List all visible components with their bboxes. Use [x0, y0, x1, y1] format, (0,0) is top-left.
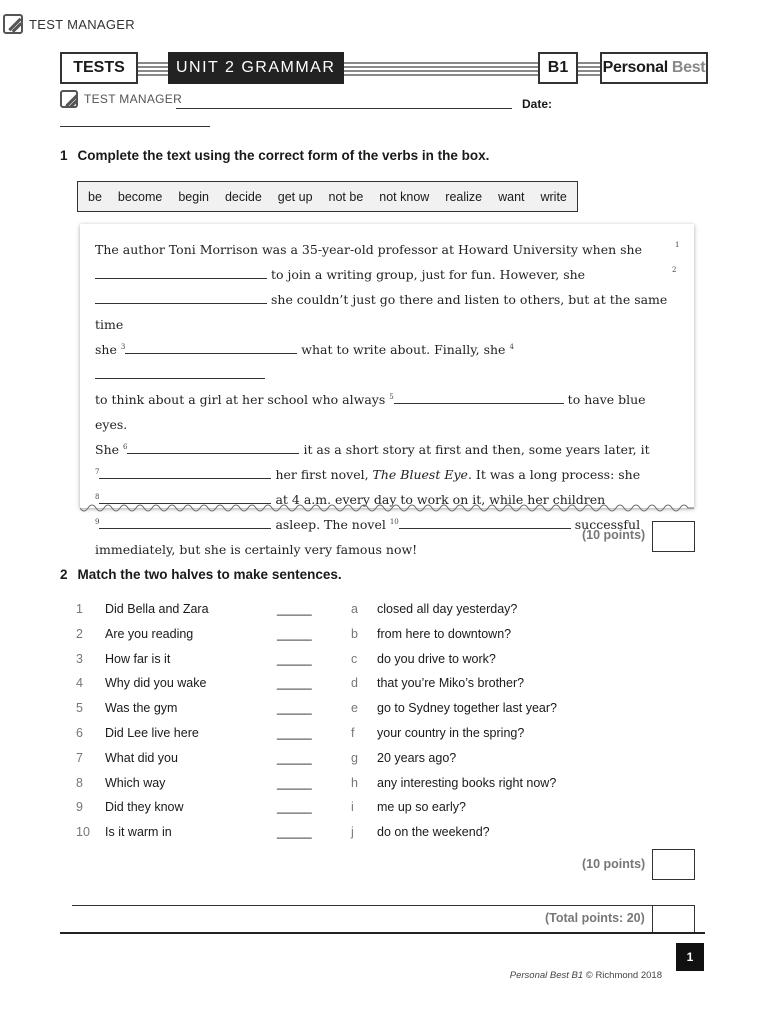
page-number: 1	[676, 943, 704, 971]
sentence-end: me up so early?	[377, 800, 466, 815]
sentence-start: Did Lee live here	[105, 726, 199, 740]
answer-gap-5[interactable]	[394, 392, 564, 404]
gap-marker-6: 6	[123, 442, 128, 451]
answer-gap-4[interactable]	[95, 367, 265, 379]
gap-marker-5: 5	[389, 392, 394, 401]
item-number: 9	[76, 800, 83, 815]
option-letter: c	[351, 651, 358, 666]
option-letter: h	[351, 775, 358, 790]
item-number: 10	[76, 825, 90, 840]
item-number: 7	[76, 750, 83, 765]
torn-edge	[80, 500, 694, 518]
total-divider	[72, 905, 694, 906]
text-line: She $^6$ it as a short story at first and then, some years later, it	[95, 442, 650, 457]
sentence-end: do on the weekend?	[377, 825, 490, 840]
verb-item: get up	[277, 189, 313, 204]
match-row	[76, 795, 616, 819]
header-band	[60, 56, 708, 82]
option-letter: f	[351, 726, 355, 740]
answer-blank[interactable]: _____	[277, 602, 312, 616]
item-number: 1	[76, 602, 83, 616]
test-manager-icon	[60, 90, 78, 108]
option-letter: g	[351, 750, 358, 765]
verb-item: write	[540, 189, 567, 204]
verb-item: begin	[178, 189, 209, 204]
q2-number: 2	[60, 567, 68, 582]
answer-blank[interactable]: _____	[277, 651, 312, 666]
answer-blank[interactable]: _____	[277, 775, 312, 790]
bottom-rule	[60, 932, 705, 934]
gap-marker-9: 9	[95, 517, 100, 526]
q1-score-box[interactable]	[652, 521, 695, 552]
sentence-end: from here to downtown?	[377, 626, 512, 641]
verb-item: realize	[445, 189, 483, 204]
item-number: 6	[76, 726, 83, 740]
logo-text: TEST MANAGER	[29, 16, 135, 32]
date-field[interactable]	[60, 126, 210, 127]
sentence-end: that you’re Miko’s brother?	[377, 676, 525, 691]
sentence-end: any interesting books right now?	[377, 775, 557, 790]
brand-personal: Personal	[602, 59, 668, 76]
item-number: 2	[76, 626, 83, 641]
answer-gap-3[interactable]	[125, 342, 297, 354]
date-label: Date:	[522, 97, 553, 111]
sentence-start: What did you	[105, 750, 178, 765]
sentence-start: Which way	[105, 775, 166, 790]
sentence-start: Did Bella and Zara	[105, 602, 209, 616]
gap-marker-2: 2	[672, 266, 677, 274]
answer-gap-9[interactable]	[99, 517, 271, 529]
text-line: $^8$ at 4 a.m. every day to work on it, while her children	[95, 492, 606, 507]
match-row	[76, 771, 616, 795]
q1-number: 1	[60, 148, 68, 163]
match-row	[76, 647, 616, 671]
q1-title	[60, 148, 489, 163]
unit-title: UNIT 2 GRAMMAR	[168, 52, 344, 84]
total-score-box[interactable]	[652, 905, 695, 934]
footer-copyright: © Richmond 2018	[583, 970, 662, 981]
verb-item: become	[117, 189, 163, 204]
option-letter: d	[351, 676, 358, 691]
answer-blank[interactable]: _____	[277, 825, 312, 840]
text-line: to think about a girl at her school who always $^5$ to have blue eyes.	[95, 392, 646, 432]
name-row-logo-text: TEST MANAGER	[84, 92, 183, 106]
option-letter: j	[351, 825, 354, 840]
text-line: immediately, but she is certainly very famous now!	[95, 542, 418, 557]
sentence-start: Was the gym	[105, 701, 178, 716]
tests-label: TESTS	[60, 52, 138, 84]
sentence-end: closed all day yesterday?	[377, 602, 518, 616]
gap-marker-7: 7	[95, 467, 100, 476]
answer-gap-2[interactable]	[95, 292, 267, 304]
q2-points: (10 points)	[582, 857, 646, 871]
item-number: 4	[76, 676, 83, 691]
gap-marker-8: 8	[95, 492, 100, 501]
answer-blank[interactable]: _____	[277, 626, 312, 641]
option-letter: b	[351, 626, 358, 641]
sentence-start: Are you reading	[105, 626, 194, 641]
match-row	[76, 746, 616, 770]
item-number: 5	[76, 701, 83, 716]
personal-best-logo	[600, 52, 708, 84]
text-line: she couldn’t just go there and listen to others, but at the same time	[95, 292, 668, 332]
sentence-end: do you drive to work?	[377, 651, 496, 666]
total-points: (Total points: 20)	[545, 911, 645, 925]
footer-credit	[480, 970, 662, 981]
match-row	[76, 622, 616, 646]
q1-instruction: Complete the text using the correct form of the verbs in the box.	[77, 148, 490, 163]
name-field[interactable]	[176, 108, 512, 109]
answer-blank[interactable]: _____	[277, 750, 312, 765]
answer-blank[interactable]: _____	[277, 800, 312, 815]
q1-points: (10 points)	[582, 528, 646, 542]
q2-title	[60, 567, 342, 582]
match-row	[76, 671, 616, 695]
option-letter: i	[351, 800, 354, 815]
book-title: The Bluest Eye	[372, 467, 468, 482]
match-row	[76, 696, 616, 720]
sentence-end: 20 years ago?	[377, 750, 457, 765]
verb-item: be	[88, 189, 102, 204]
footer-book: Personal Best B1	[509, 970, 584, 981]
item-number: 3	[76, 651, 83, 666]
answer-gap-10[interactable]	[399, 517, 571, 529]
test-manager-icon	[3, 14, 23, 34]
gap-marker-10: 10	[389, 517, 399, 526]
sentence-start: Why did you wake	[105, 676, 207, 691]
text-line: to join a writing group, just for fun. However, she	[95, 262, 673, 287]
brand-best: Best	[671, 59, 706, 76]
sentence-start: Is it warm in	[105, 825, 172, 840]
text-line: $^7$ her first novel, The Bluest Eye. It was a long process: she	[95, 467, 641, 482]
verb-item: decide	[224, 189, 262, 204]
q2-instruction: Match the two halves to make sentences.	[77, 567, 342, 582]
verb-item: not know	[379, 189, 430, 204]
name-row-logo	[60, 90, 182, 108]
verb-item: want	[498, 189, 525, 204]
answer-blank[interactable]: _____	[277, 701, 312, 716]
answer-blank[interactable]: _____	[277, 726, 312, 740]
answer-gap-7[interactable]	[99, 467, 271, 479]
item-number: 8	[76, 775, 83, 790]
option-letter: a	[351, 602, 358, 616]
sentence-start: Did they know	[105, 800, 184, 815]
verb-box	[77, 181, 578, 212]
answer-gap-1[interactable]	[95, 267, 267, 279]
gap-marker-1: 1	[675, 241, 680, 249]
text-line: The author Toni Morrison was a 35-year-old professor at Howard University when she	[95, 242, 642, 257]
match-row	[76, 597, 616, 621]
test-manager-logo	[3, 14, 135, 34]
q2-score-box[interactable]	[652, 849, 695, 880]
answer-gap-6[interactable]	[127, 442, 299, 454]
text-line: she $^3$ what to write about. Finally, she $^4$	[95, 337, 673, 387]
sentence-end: go to Sydney together last year?	[377, 701, 557, 716]
option-letter: e	[351, 701, 358, 716]
gap-marker-4: 4	[509, 342, 514, 351]
level-badge: B1	[538, 52, 578, 84]
match-row	[76, 820, 616, 844]
gap-marker-3: 3	[120, 342, 126, 351]
verb-item: not be	[328, 189, 364, 204]
text-line: $^9$ asleep. The novel $^{10}$ successful	[95, 517, 641, 532]
answer-blank[interactable]: _____	[277, 676, 312, 691]
sentence-end: your country in the spring?	[377, 726, 525, 740]
match-row	[76, 721, 616, 745]
sentence-start: How far is it	[105, 651, 171, 666]
